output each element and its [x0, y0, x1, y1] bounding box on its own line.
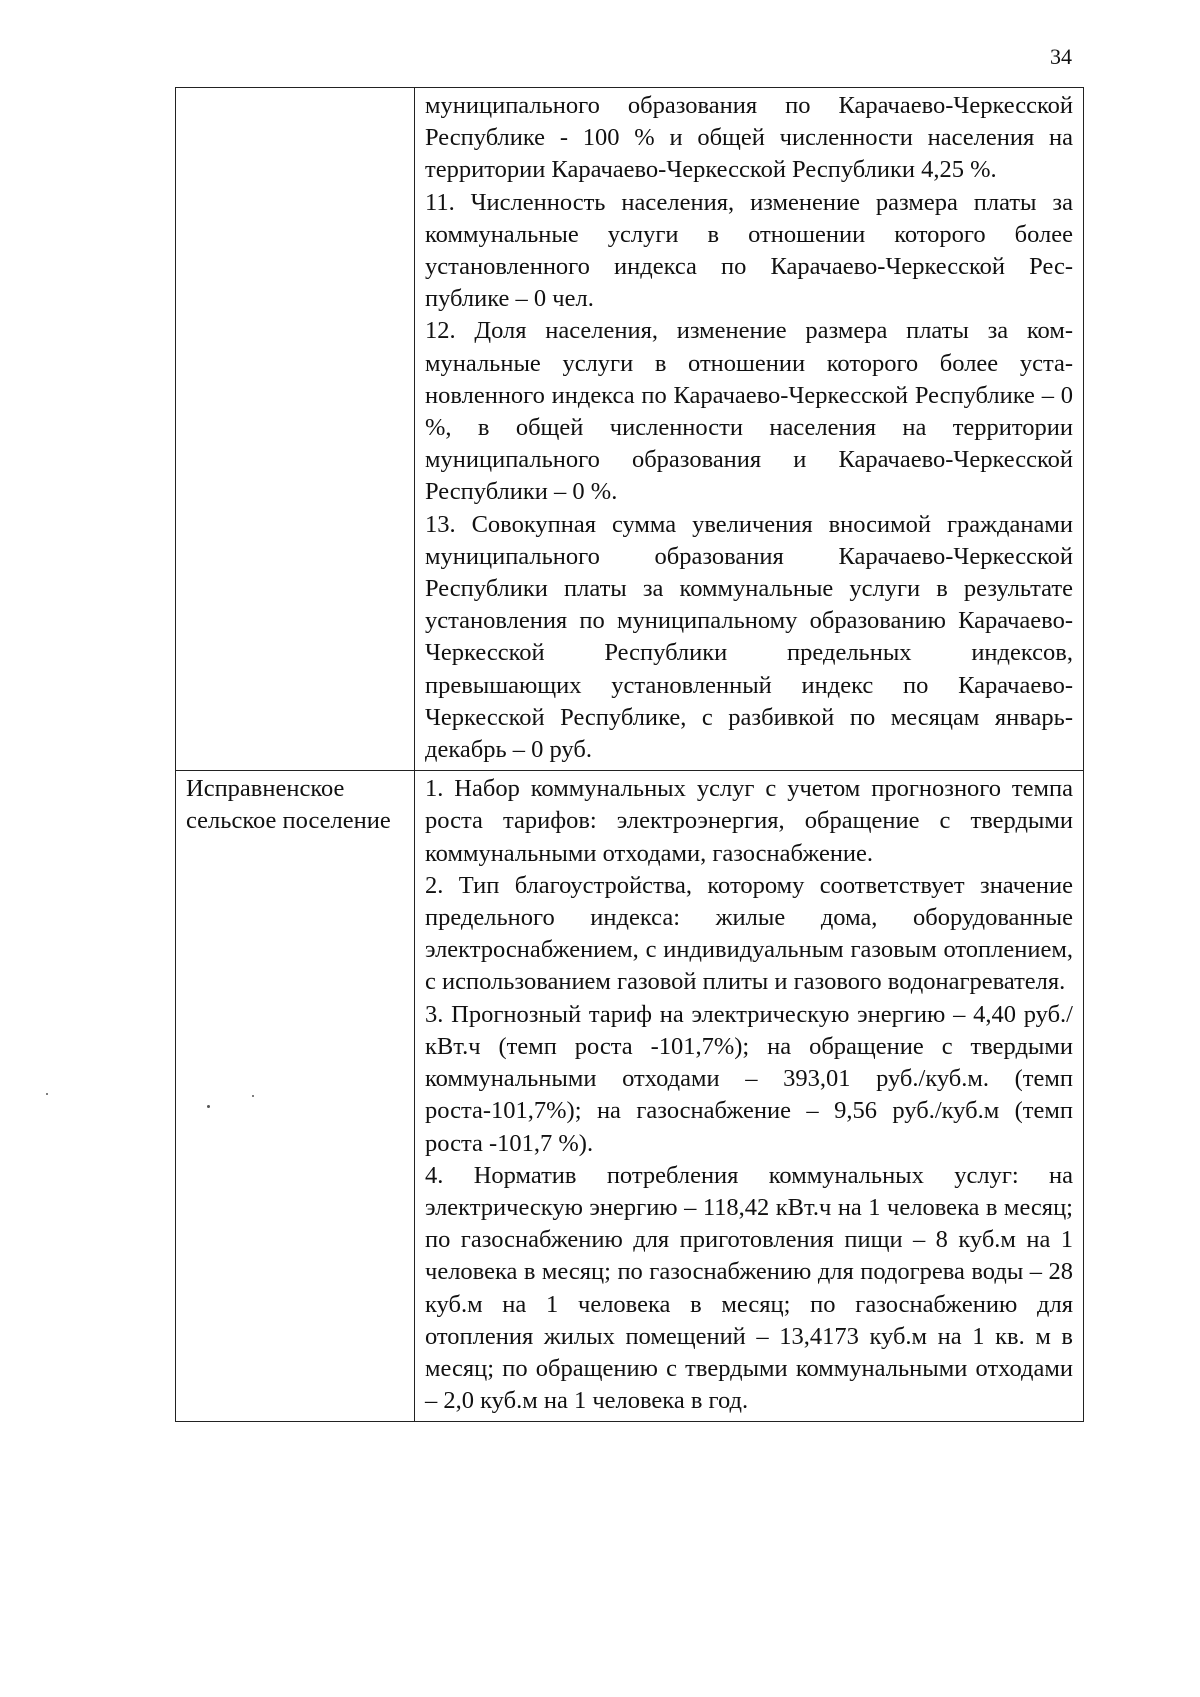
settlement-name: Исправненское сельское поселение — [186, 775, 391, 835]
scan-speck — [46, 1093, 48, 1095]
indicator-paragraph: 4. Норматив потребления коммунальных услуг: на электрическую энергию – 118,42 кВт.ч на 1 человека в месяц; по газоснабжению для приготовления пищи – 8 куб.м на 1 человека в месяц; по газоснабжению для подогрева воды – 28 куб.м на 1 человека в месяц; по газоснабжению для отопления жилых помещений – 13,4173 куб.м на 1 кв. м в месяц; по обращению с твердыми коммунальными отходами – 2,0 куб.м на 1 человека в год. — [425, 1161, 1073, 1415]
scan-speck — [252, 1095, 254, 1097]
table-row — [176, 771, 1084, 1422]
indicator-paragraph: 1. Набор коммунальных услуг с учетом прогнозного темпа роста тарифов: электроэнергия, обращение с твердыми коммунальными отходами, газоснабжение. — [425, 775, 1073, 867]
indicator-paragraph: 3. Прогнозный тариф на электрическую энергию – 4,40 руб./кВт.ч (темп роста -101,7%); на обращение с твердыми коммунальными отходами – 393,01 руб./куб.м. (темп роста-101,7%); на газоснабжение – 9,56 руб./куб.м (темп роста -101,7 %). — [425, 1000, 1073, 1157]
indicators-cell — [415, 88, 1084, 771]
settlement-cell — [176, 771, 415, 1422]
page-number: 34 — [1050, 44, 1072, 69]
settlements-table — [175, 87, 1084, 1422]
settlement-cell — [176, 88, 415, 771]
indicator-paragraph: 12. Доля населения, изменение размера платы за коммунальные услуги в отношении которого более установленного индекса по Карачаево-Черкесской Республике – 0 %, в общей численности населения на территории муниципального образования и Карачаево-Черкесской Республики – 0 %. — [425, 317, 1073, 506]
scan-speck — [207, 1105, 210, 1108]
indicator-paragraph: муниципального образования по Карачаево-Черкесской Республике - 100 % и общей численности населения на территории Карачаево-Черкесской Республики 4,25 %. — [425, 92, 1073, 184]
indicators-cell — [415, 771, 1084, 1422]
indicator-paragraph: 2. Тип благоустройства, которому соответствует значение предельного индекса: жилые дома, оборудованные электроснабжением, с индивидуальным газовым отоплением, с использованием газовой плиты и газового водонагревателя. — [425, 871, 1073, 996]
indicator-paragraph: 11. Численность населения, изменение размера платы за коммунальные услуги в отношении которого более установленного индекса по Карачаево-Черкесской Республике – 0 чел. — [425, 188, 1073, 313]
table-row — [176, 88, 1084, 771]
indicator-paragraph: 13. Совокупная сумма увеличения вносимой гражданами муниципального образования Карачаево-Черкесской Республики платы за коммунальные услуги в результате установления по муниципальному образованию Карачаево-Черкесской Республики предельных индексов, превышающих установленный индекс по Карачаево-Черкесской Республике, с разбивкой по месяцам январь-декабрь – 0 руб. — [425, 510, 1073, 764]
